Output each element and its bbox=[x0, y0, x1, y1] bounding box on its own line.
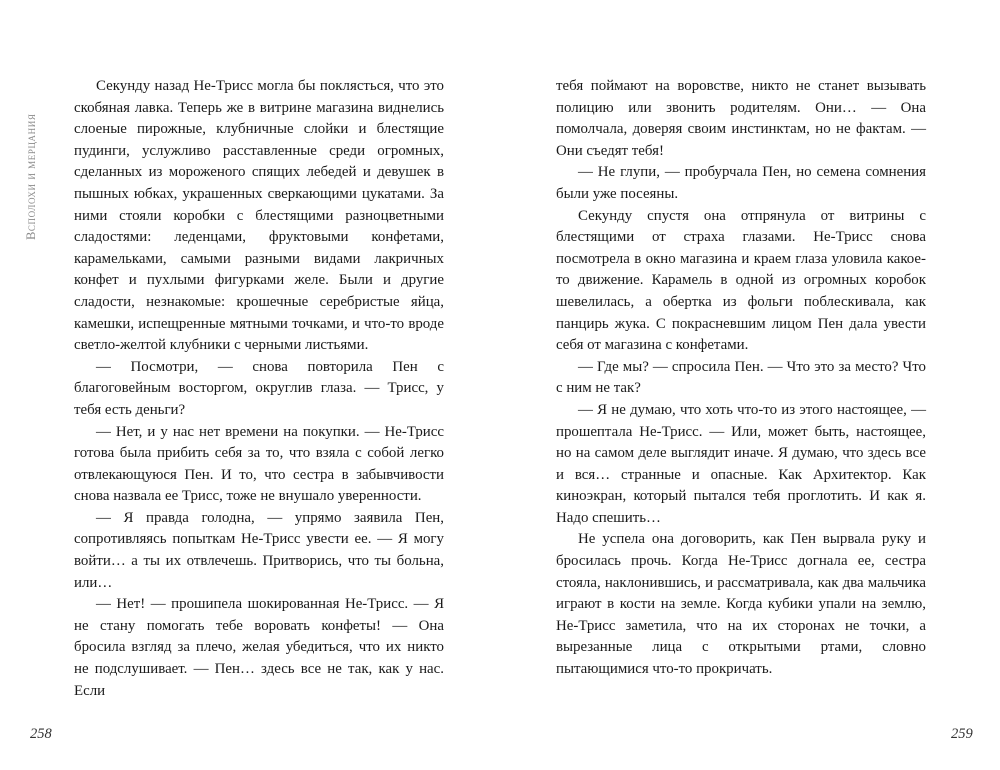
page-number-right: 259 bbox=[951, 726, 973, 742]
paragraph: — Я не думаю, что хоть что-то из этого настоящее, — прошептала Не-Трисс. — Или, может быть, настоящее, но на самом деле выглядит иначе. Я думаю, что здесь все и вся… странные и опасные. Как Архитектор. Как киноэкран, который пытался тебя проглотить. И как я. Надо спешить… bbox=[556, 401, 926, 526]
paragraph-continuation: тебя поймают на воровстве, никто не станет вызывать полицию или звонить родителям. Они… — Она помолчала, доверяя своим инстинктам, но не фактам. — Они съедят тебя! bbox=[556, 78, 926, 159]
paragraph: Секунду спустя она отпрянула от витрины с блестящими от страха глазами. Не-Трисс снова посмотрела в окно магазина и краем глаза уловила какое-то движение. Карамель в одной из огромных коробок шевелилась, а обертка из фольги поблескивала, как панцирь жука. С покрасневшим лицом Пен дала увести себя от магазина с конфетами. bbox=[556, 207, 926, 354]
paragraph: — Нет, и у нас нет времени на покупки. — Не-Трисс готова была прибить себя за то, что взяла с собой легко отвлекающуюся Пен. И то, что сестра в забывчивости снова назвала ее Трисс, тоже не внушало уверенности. bbox=[74, 423, 444, 505]
paragraph: — Где мы? — спросила Пен. — Что это за место? Что с ним не так? bbox=[556, 358, 926, 397]
left-text-block bbox=[74, 76, 444, 702]
paragraph: — Не глупи, — пробурчала Пен, но семена сомнения были уже посеяны. bbox=[556, 164, 926, 202]
paragraph: — Нет! — прошипела шокированная Не-Трисс. — Я не стану помогать тебе воровать конфеты! — Она бросила взгляд за плечо, желая убедиться, что их никто не подслушивает. — Пен… здесь все не так, как у нас. Если bbox=[74, 596, 444, 699]
paragraph: Секунду назад Не-Трисс могла бы поклясться, что это скобяная лавка. Теперь же в витрине магазина виднелись слоеные пирожные, клубничные слойки и блестящие пудинги, услужливо расставленные среди огромных, сделанных из мороженого спящих лебедей и девушек в пышных юбках, украшенных сверкающими цукатами. За ними стояли коробки с блестящими разноцветными сладостями: леденцами, фруктовыми конфетами, карамельками, самыми разными видами лакричных конфет и пухлыми фигурками желе. Были и другие сладости, незнакомые: крошечные серебристые яйца, камешки, испещренные мятными точками, и что-то вроде светло-желтой клубники с черными листьями. bbox=[74, 78, 444, 354]
paragraph: Не успела она договорить, как Пен вырвала руку и бросилась прочь. Когда Не-Трисс догнала ее, сестра стояла, наклонившись, и рассматривала, как два мальчика играют в кости на земле. Когда кубики упали на землю, Не-Трисс заметила, что на их сторонах не точки, а вырезанные лица с открытыми ртами, словно пытающимися что-то прокричать. bbox=[556, 531, 926, 678]
paragraph: — Посмотри, — снова повторила Пен с благоговейным восторгом, округлив глаза. — Трисс, у тебя есть деньги? bbox=[74, 358, 444, 418]
running-head: Всполохи и мерцания bbox=[24, 113, 38, 240]
right-text-block bbox=[556, 76, 926, 681]
page-number-left: 258 bbox=[30, 726, 52, 742]
right-page bbox=[500, 0, 1000, 770]
paragraph: — Я правда голодна, — упрямо заявила Пен, сопротивляясь попыткам Не-Трисс увести ее. — Я могу войти… а ты их отвлечешь. Притворись, что ты больна, или… bbox=[74, 509, 444, 591]
